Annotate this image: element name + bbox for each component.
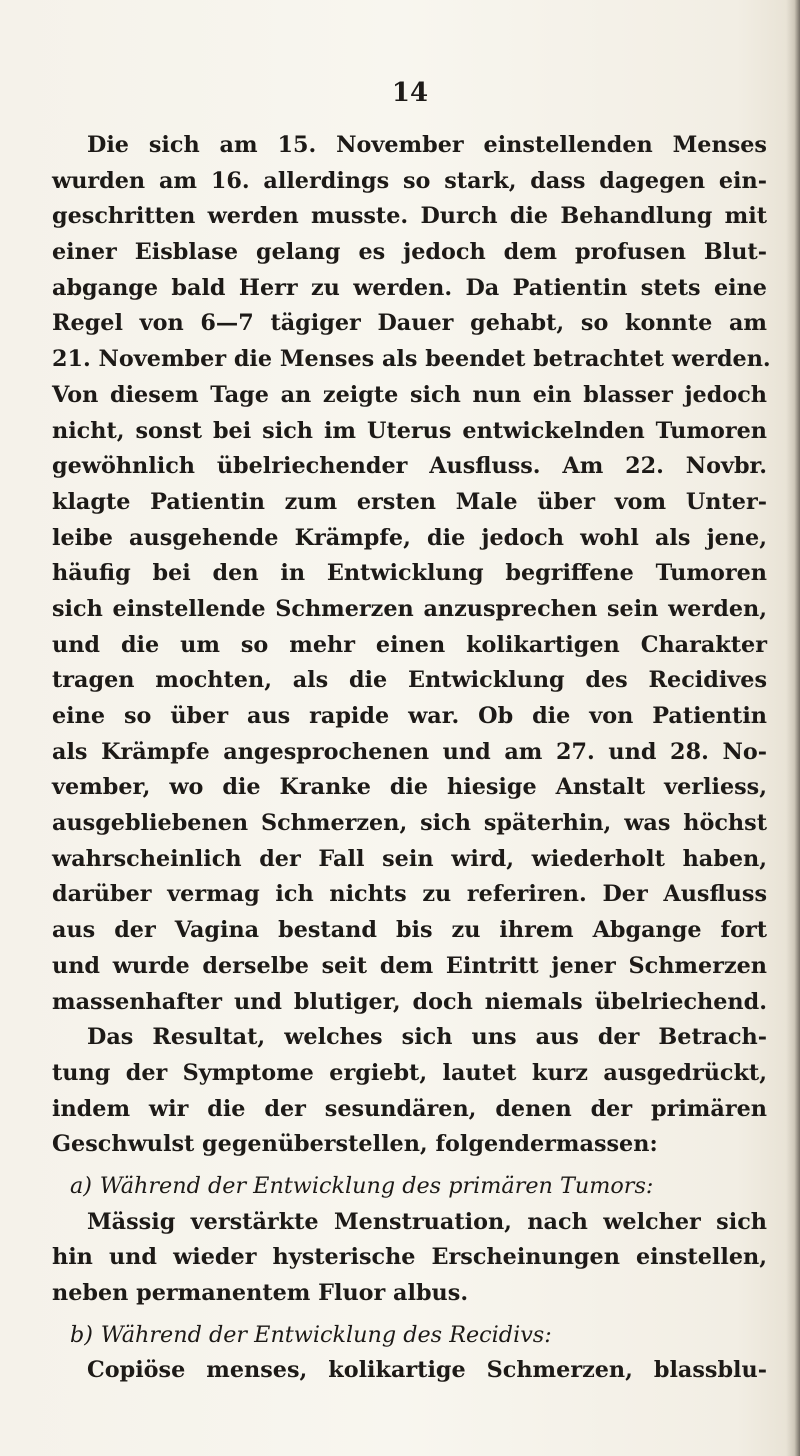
text-line: Copiöse menses, kolikartige Schmerzen, blassblu- [87, 1357, 767, 1384]
text-line: nicht, sonst bei sich im Uterus entwickelnden Tumoren [52, 417, 767, 444]
text-line: eine so über aus rapide war. Ob die von Patientin [52, 703, 767, 729]
text-line: Die sich am 15. November einstellenden Menses [87, 132, 767, 158]
text-line: wurden am 16. allerdings so stark, dass dagegen ein- [52, 167, 767, 194]
text-line: Regel von 6—7 tägiger Dauer gehabt, so konnte am [52, 310, 767, 337]
text-line: geschritten werden musste. Durch die Behandlung mit [52, 203, 767, 230]
text-line: vember, wo die Kranke die hiesige Anstalt verliess, [52, 774, 767, 801]
text-line: 21. November die Menses als beendet betrachtet werden. [52, 346, 771, 373]
text-line: abgange bald Herr zu werden. Da Patientin stets eine [52, 274, 767, 301]
text-line: und wurde derselbe seit dem Eintritt jener Schmerzen [52, 952, 767, 979]
section-a-heading [52, 1169, 767, 1205]
text-line: tragen mochten, als die Entwicklung des Recidives [52, 667, 767, 694]
page-edge-shadow [786, 0, 800, 1456]
text-line: leibe ausgehende Krämpfe, die jedoch wohl als jene, [52, 524, 767, 551]
text-line: Mässig verstärkte Menstruation, nach welcher sich [87, 1208, 767, 1235]
text-line: darüber vermag ich nichts zu referiren. Der Ausfluss [52, 881, 767, 908]
text-line: Geschwulst gegenüberstellen, folgendermassen: [52, 1131, 658, 1158]
text-line: gewöhnlich übelriechender Ausfluss. Am 22. Novbr. [52, 453, 767, 480]
text-line: ausgebliebenen Schmerzen, sich späterhin, was höchst [52, 810, 767, 837]
text-line: und die um so mehr einen kolikartigen Charakter [52, 631, 767, 658]
text-line: häufig bei den in Entwicklung begriffene Tumoren [52, 560, 767, 587]
text-line: Das Resultat, welches sich uns aus der Betrach- [87, 1024, 767, 1051]
text-line: aus der Vagina bestand bis zu ihrem Abgange fort [52, 917, 767, 944]
text-line: wahrscheinlich der Fall sein wird, wiederholt haben, [52, 845, 767, 872]
text-line: als Krämpfe angesprochenen und am 27. und 28. No- [52, 738, 767, 765]
text-line: neben permanentem Fluor albus. [52, 1280, 469, 1306]
text-line: indem wir die der sesundären, denen der primären [52, 1095, 767, 1122]
text-line: klagte Patientin zum ersten Male über vom Unter- [52, 488, 767, 515]
text-line: einer Eisblase gelang es jedoch dem profusen Blut- [52, 239, 767, 266]
section-b-label: b) [70, 1321, 93, 1348]
text-line: Von diesem Tage an zeigte sich nun ein blasser jedoch [52, 381, 767, 408]
text-line: sich einstellende Schmerzen anzusprechen sein werden, [52, 595, 767, 622]
section-a-label: a) [70, 1172, 92, 1199]
text-line: massenhafter und blutiger, doch niemals übelriechend. [52, 988, 767, 1015]
section-b-heading [52, 1318, 767, 1354]
section-b-title: Während der Entwicklung des Recidivs: [100, 1321, 552, 1348]
text-line: tung der Symptome ergiebt, lautet kurz ausgedrückt, [52, 1059, 767, 1086]
text-line: hin und wieder hysterische Erscheinungen einstellen, [52, 1244, 767, 1271]
page-number: 14 [391, 78, 429, 108]
body-text [52, 128, 771, 1389]
section-a-title: Während der Entwicklung des primären Tumors: [99, 1172, 654, 1199]
